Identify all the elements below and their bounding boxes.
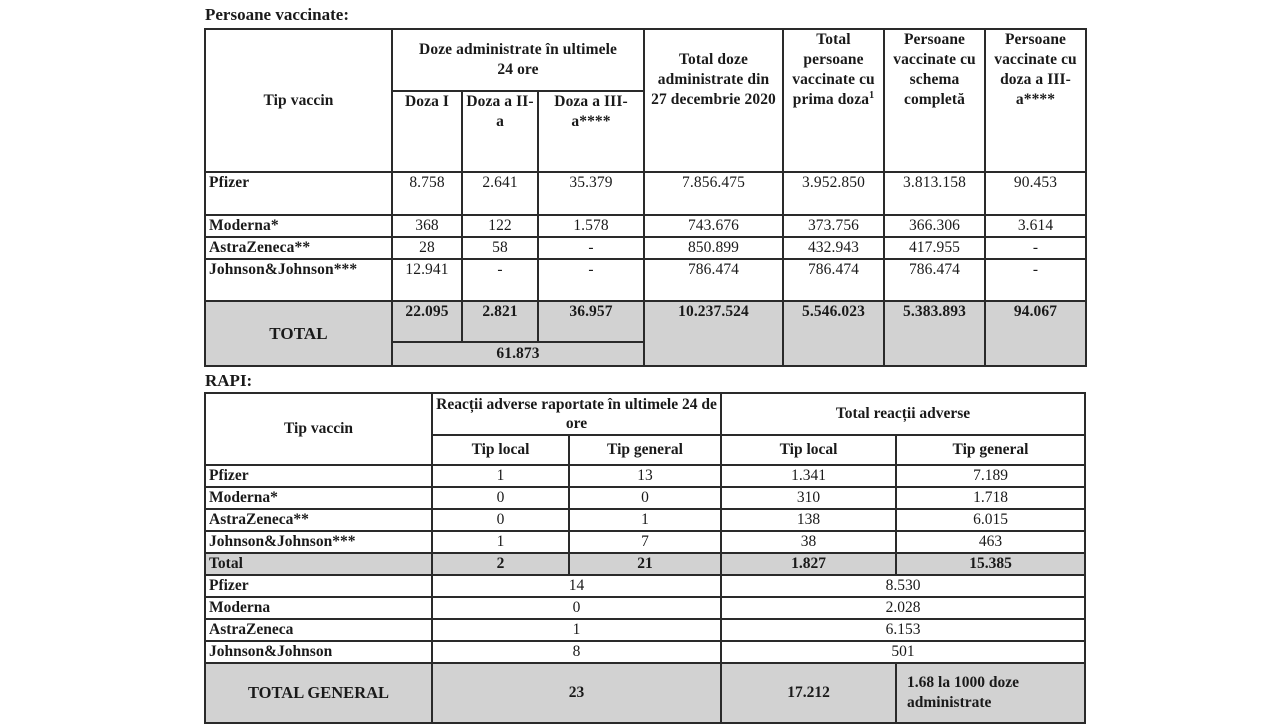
section-title-persoane-vaccinate: Persoane vaccinate: bbox=[205, 5, 349, 24]
cell-sum-24h: 14 bbox=[432, 575, 721, 597]
cell-doza3: 1.578 bbox=[538, 215, 644, 237]
total-24h-sum: 61.873 bbox=[392, 342, 644, 366]
vaccine-name: Johnson&Johnson bbox=[205, 641, 432, 663]
vaccine-name: Moderna* bbox=[205, 487, 432, 509]
total-completa: 5.383.893 bbox=[884, 301, 985, 366]
cell-doza2: - bbox=[462, 259, 538, 301]
grand-total-label: TOTAL GENERAL bbox=[205, 663, 432, 723]
header-tip-general-total: Tip general bbox=[896, 435, 1085, 465]
table-row bbox=[205, 237, 1086, 259]
cell-doza3-total: - bbox=[985, 237, 1086, 259]
section-title-rapi: RAPI: bbox=[205, 371, 253, 390]
total-row bbox=[205, 301, 1086, 342]
cell-doza1: 368 bbox=[392, 215, 462, 237]
cell-prima: 373.756 bbox=[783, 215, 884, 237]
cell-doza3: - bbox=[538, 259, 644, 301]
header-reactii-24h: Reacții adverse raportate în ultimele 24 de ore bbox=[432, 393, 721, 435]
table-row bbox=[205, 487, 1085, 509]
total-label: TOTAL bbox=[205, 301, 392, 366]
header-doze-24h: Doze administrate în ultimele 24 ore bbox=[392, 29, 644, 91]
cell-local-total: 1.341 bbox=[721, 465, 896, 487]
vaccine-name: Pfizer bbox=[205, 465, 432, 487]
total-doza2: 2.821 bbox=[462, 301, 538, 342]
cell-local-24h: 1 bbox=[432, 531, 569, 553]
total-doza3: 36.957 bbox=[538, 301, 644, 342]
grand-total-row bbox=[205, 663, 1085, 723]
cell-doza1: 12.941 bbox=[392, 259, 462, 301]
header-tip-vaccin: Tip vaccin bbox=[205, 393, 432, 465]
total-general-total: 15.385 bbox=[896, 553, 1085, 575]
cell-local-24h: 1 bbox=[432, 465, 569, 487]
cell-sum-24h: 0 bbox=[432, 597, 721, 619]
cell-prima: 432.943 bbox=[783, 237, 884, 259]
cell-doza3-total: 90.453 bbox=[985, 172, 1086, 215]
vaccine-name: Johnson&Johnson*** bbox=[205, 531, 432, 553]
cell-local-total: 38 bbox=[721, 531, 896, 553]
cell-completa: 366.306 bbox=[884, 215, 985, 237]
table-row bbox=[205, 531, 1085, 553]
cell-local-total: 138 bbox=[721, 509, 896, 531]
cell-sum-total: 6.153 bbox=[721, 619, 1085, 641]
cell-doza3: 35.379 bbox=[538, 172, 644, 215]
cell-doza2: 58 bbox=[462, 237, 538, 259]
cell-doza1: 8.758 bbox=[392, 172, 462, 215]
vaccine-name: Moderna bbox=[205, 597, 432, 619]
cell-doza1: 28 bbox=[392, 237, 462, 259]
cell-sum-24h: 1 bbox=[432, 619, 721, 641]
vaccine-name: Pfizer bbox=[205, 172, 392, 215]
header-doza-2: Doza a II-a bbox=[462, 91, 538, 172]
table-row bbox=[205, 215, 1086, 237]
vaccine-name: AstraZeneca** bbox=[205, 237, 392, 259]
table-row bbox=[205, 509, 1085, 531]
total-doza1: 22.095 bbox=[392, 301, 462, 342]
vaccine-name: Johnson&Johnson*** bbox=[205, 259, 392, 301]
cell-general-total: 6.015 bbox=[896, 509, 1085, 531]
total-row bbox=[205, 553, 1085, 575]
header-tip-general-24h: Tip general bbox=[569, 435, 721, 465]
summary-row bbox=[205, 597, 1085, 619]
cell-doza2: 122 bbox=[462, 215, 538, 237]
cell-doza2: 2.641 bbox=[462, 172, 538, 215]
cell-sum-total: 501 bbox=[721, 641, 1085, 663]
cell-general-24h: 7 bbox=[569, 531, 721, 553]
summary-row bbox=[205, 619, 1085, 641]
vaccinated-persons-table bbox=[204, 28, 1087, 367]
cell-sum-total: 2.028 bbox=[721, 597, 1085, 619]
cell-completa: 417.955 bbox=[884, 237, 985, 259]
cell-local-total: 310 bbox=[721, 487, 896, 509]
header-tip-vaccin: Tip vaccin bbox=[205, 29, 392, 172]
cell-completa: 3.813.158 bbox=[884, 172, 985, 215]
header-tip-local-total: Tip local bbox=[721, 435, 896, 465]
table-row bbox=[205, 259, 1086, 301]
rapi-table bbox=[204, 392, 1086, 724]
cell-doza3: - bbox=[538, 237, 644, 259]
cell-general-24h: 13 bbox=[569, 465, 721, 487]
cell-general-total: 463 bbox=[896, 531, 1085, 553]
header-total-reactii: Total reacții adverse bbox=[721, 393, 1085, 435]
vaccine-name: Pfizer bbox=[205, 575, 432, 597]
cell-doza3-total: 3.614 bbox=[985, 215, 1086, 237]
total-total-doze: 10.237.524 bbox=[644, 301, 783, 366]
footnote-marker: 1 bbox=[869, 89, 875, 101]
vaccine-name: AstraZeneca bbox=[205, 619, 432, 641]
header-total-prima-doza bbox=[783, 29, 884, 172]
cell-general-total: 7.189 bbox=[896, 465, 1085, 487]
cell-sum-total: 8.530 bbox=[721, 575, 1085, 597]
total-general-24h: 21 bbox=[569, 553, 721, 575]
total-label: Total bbox=[205, 553, 432, 575]
cell-prima: 786.474 bbox=[783, 259, 884, 301]
table-row bbox=[205, 172, 1086, 215]
cell-total-doze: 7.856.475 bbox=[644, 172, 783, 215]
summary-row bbox=[205, 641, 1085, 663]
cell-doza3-total: - bbox=[985, 259, 1086, 301]
cell-total-doze: 743.676 bbox=[644, 215, 783, 237]
total-local-total: 1.827 bbox=[721, 553, 896, 575]
header-total-doze: Total doze administrate din 27 decembrie 2020 bbox=[644, 29, 783, 172]
grand-total-rate: 1.68 la 1000 doze administrate bbox=[896, 663, 1085, 723]
cell-general-total: 1.718 bbox=[896, 487, 1085, 509]
total-doza3-total: 94.067 bbox=[985, 301, 1086, 366]
cell-sum-24h: 8 bbox=[432, 641, 721, 663]
header-schema-completa: Persoane vaccinate cu schema completă bbox=[884, 29, 985, 172]
header-doza3-total: Persoane vaccinate cu doza a III-a**** bbox=[985, 29, 1086, 172]
vaccine-name: Moderna* bbox=[205, 215, 392, 237]
grand-total-24h: 23 bbox=[432, 663, 721, 723]
cell-total-doze: 786.474 bbox=[644, 259, 783, 301]
header-tip-local-24h: Tip local bbox=[432, 435, 569, 465]
cell-general-24h: 1 bbox=[569, 509, 721, 531]
cell-local-24h: 0 bbox=[432, 487, 569, 509]
cell-prima: 3.952.850 bbox=[783, 172, 884, 215]
header-doza-3: Doza a III-a**** bbox=[538, 91, 644, 172]
vaccine-name: AstraZeneca** bbox=[205, 509, 432, 531]
summary-row bbox=[205, 575, 1085, 597]
cell-local-24h: 0 bbox=[432, 509, 569, 531]
grand-total-sum: 17.212 bbox=[721, 663, 896, 723]
cell-general-24h: 0 bbox=[569, 487, 721, 509]
table-row bbox=[205, 465, 1085, 487]
header-total-prima-doza-text: Total persoane vaccinate cu prima doza bbox=[792, 31, 875, 108]
cell-completa: 786.474 bbox=[884, 259, 985, 301]
total-prima: 5.546.023 bbox=[783, 301, 884, 366]
header-doza-1: Doza I bbox=[392, 91, 462, 172]
cell-total-doze: 850.899 bbox=[644, 237, 783, 259]
total-local-24h: 2 bbox=[432, 553, 569, 575]
